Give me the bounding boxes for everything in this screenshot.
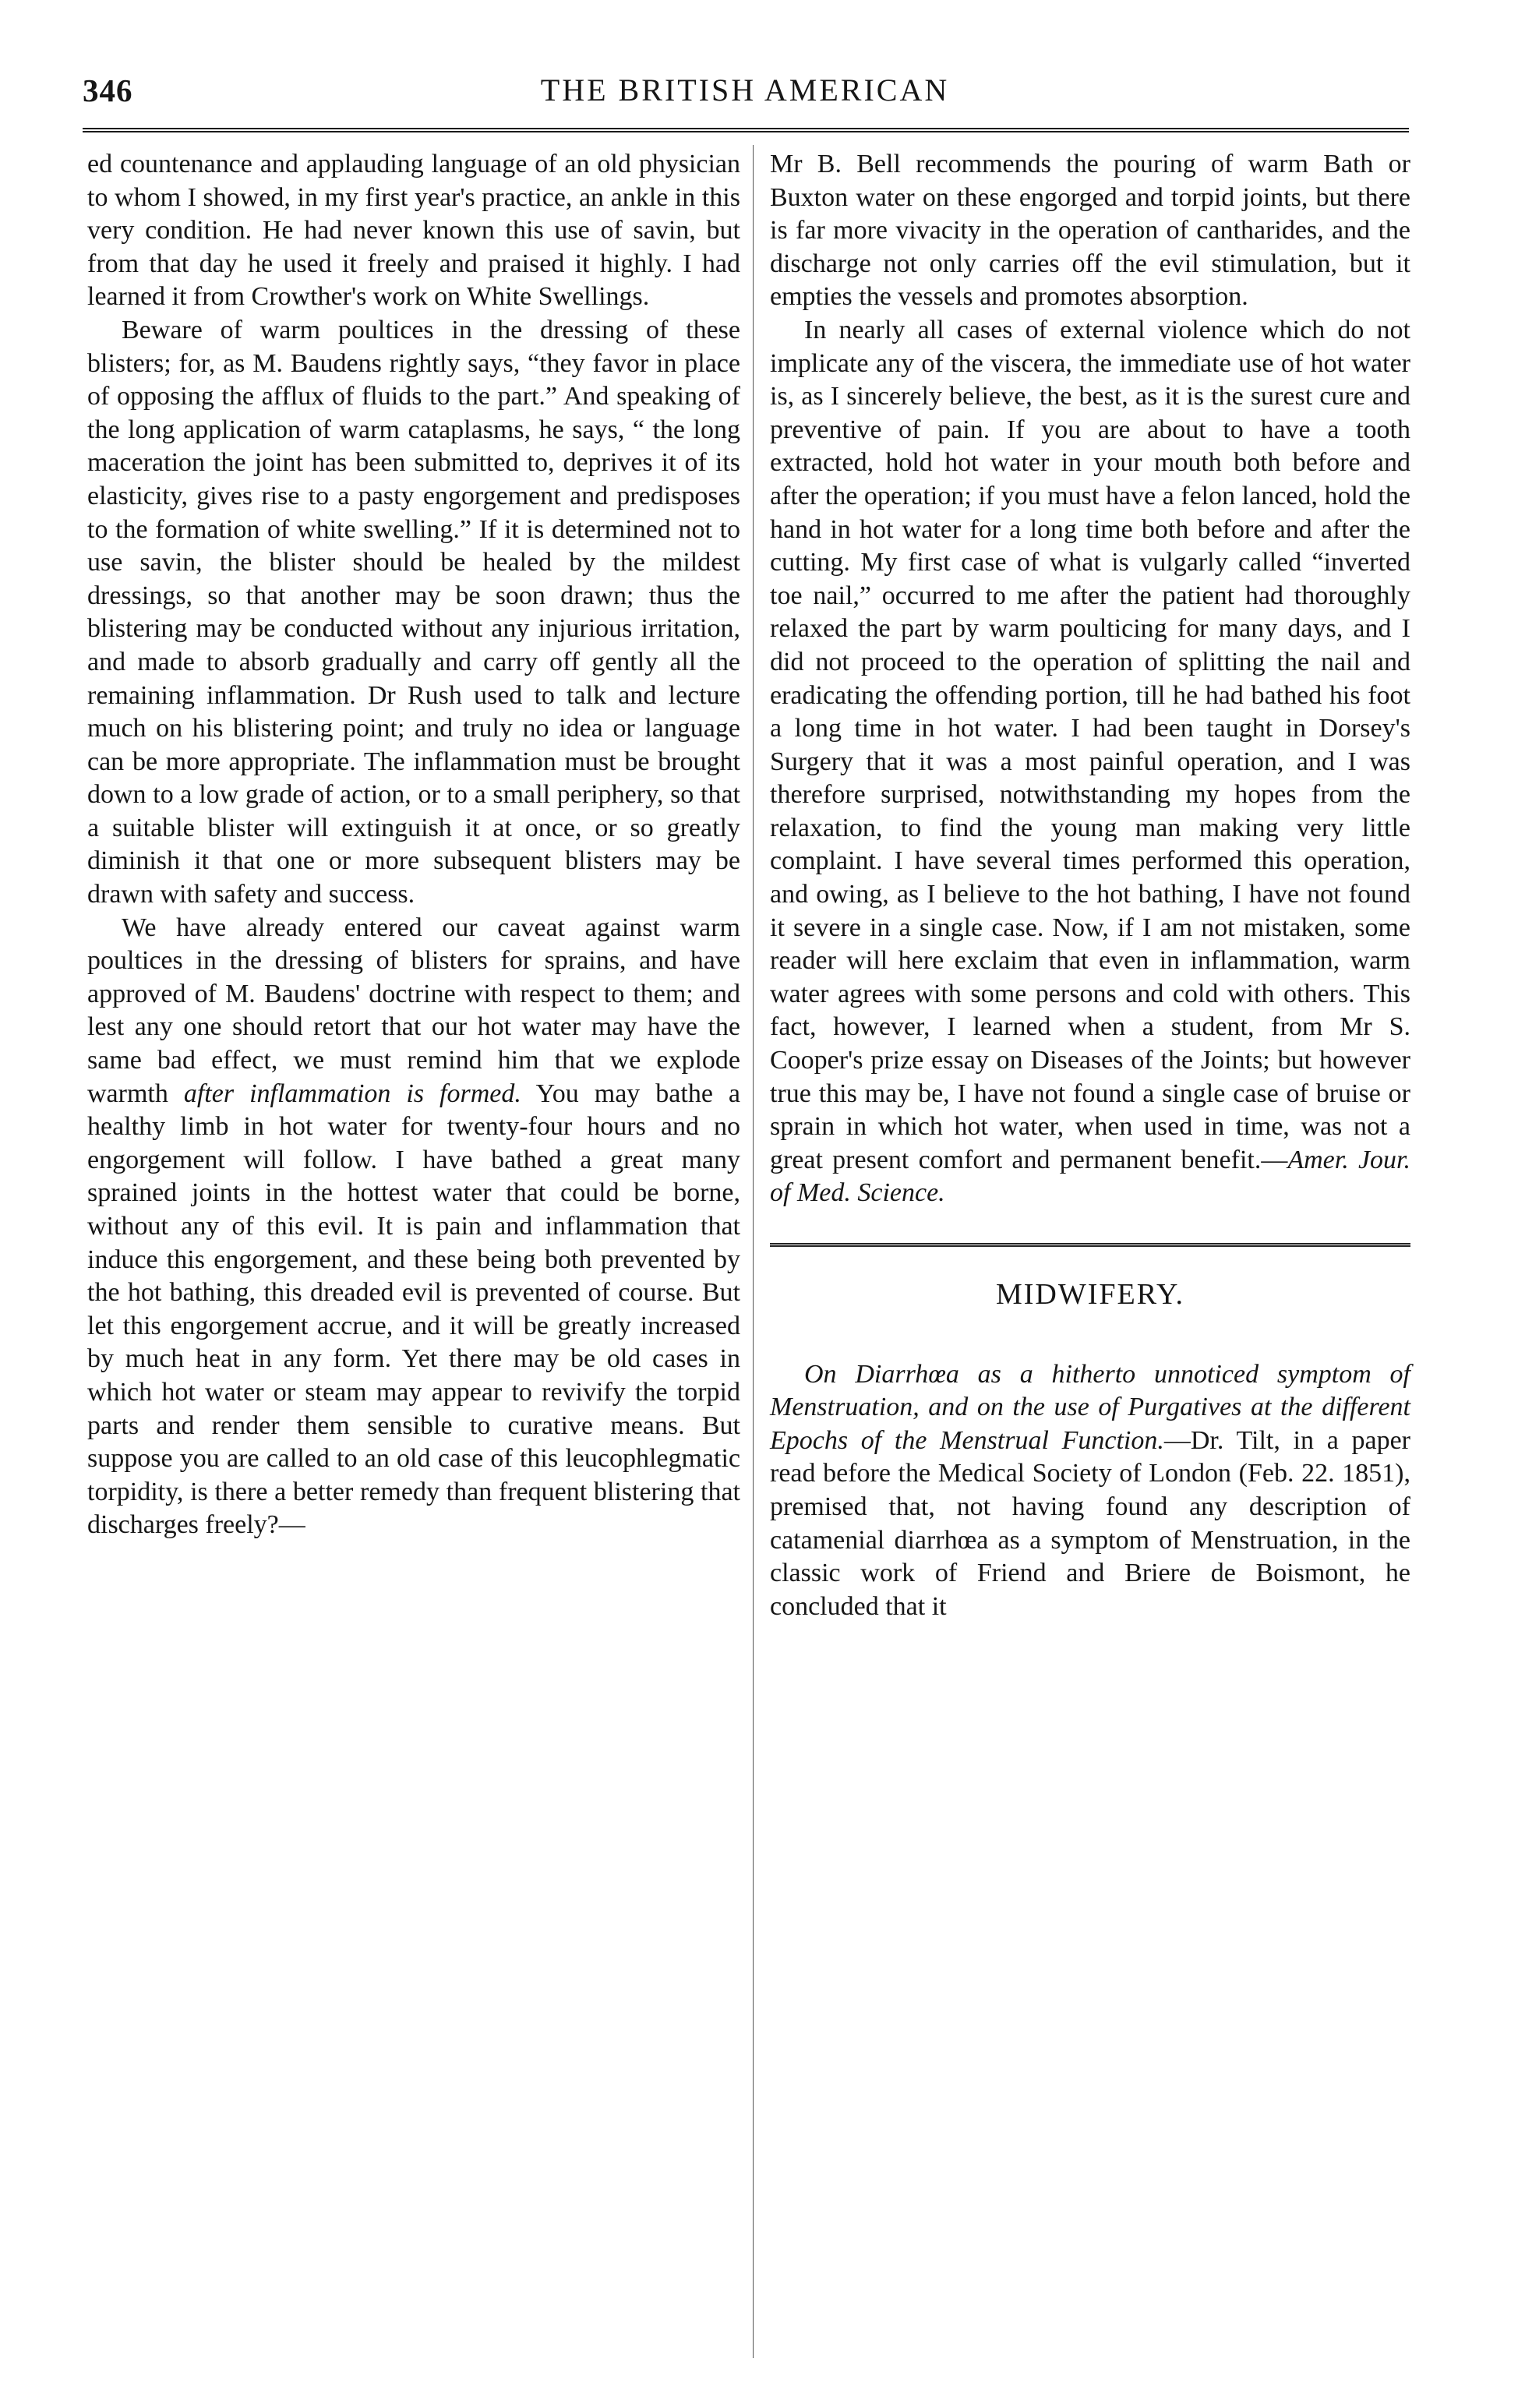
column-divider bbox=[753, 145, 754, 2358]
right-column bbox=[770, 148, 1410, 1623]
paragraph: Mr B. Bell recommends the pouring of warm Bath or Buxton water on these engorged and torpid joints, but there is far more vivacity in the operation of cantharides, and the discharge not only carries off the evil stimulation, but it empties the vessels and promotes absorption. bbox=[770, 150, 1410, 312]
article-title: On Diarrhœa as a hitherto unnoticed symptom of Menstruation, and on the use of Purgatives at the different Epochs of the Menstrual Function. bbox=[770, 1359, 1410, 1455]
paragraph: ed countenance and applauding language of an old physician to whom I showed, in my first year's practice, an ankle in this very condition. He had never known this use of savin, but from that day he used it freely and praised it highly. I had learned it from Crowther's work on White Swellings. bbox=[87, 150, 740, 312]
citation: Amer. Jour. of Med. Science. bbox=[770, 1145, 1410, 1208]
section-heading: MIDWIFERY. bbox=[995, 1278, 1185, 1311]
paragraph-text: You may bathe a healthy limb in hot water for twenty-four hours and no engorgement will follow. I have bathed a great many sprained joints in the hottest water that could be borne, without any of this evil. It is pain and inflammation that induce this engorgement, and these being both prevented by the hot bathing, this dreaded evil is prevented of course. But let this engorgement accrue, and it will be greatly increased by much heat in any form. Yet there may be old cases in which hot water or steam may appear to revivify the torpid parts and render them sensible to curative means. But suppose you are called to an old case of this leucophlegmatic torpidity, is there a better remedy than frequent blistering that discharges freely?— bbox=[87, 1079, 740, 1540]
emphasis-text: after inflammation is formed. bbox=[183, 1079, 521, 1108]
page-number: 346 bbox=[83, 72, 133, 108]
paragraph: Beware of warm poultices in the dressing of these blisters; for, as M. Baudens rightly says, “they favor in place of opposing the afflux of fluids to the part.” And speaking of the long application of warm cataplasms, he says, “ the long maceration the joint has been submitted to, deprives it of its elasticity, gives rise to a pasty engorgement and predisposes to the formation of white swelling.” If it is determined not to use savin, the blister should be healed by the mildest dressings, so that another may be soon drawn; thus the blistering may be conducted without any injurious irritation, and made to absorb gradually and carry off gently all the remaining inflammation. Dr Rush used to talk and lecture much on his blistering point; and truly no idea or language can be more appropriate. The inflammation must be brought down to a low grade of action, or to a small periphery, so that a suitable blister will extinguish it at once, or so greatly diminish it that one or more subsequent blisters may be drawn with safety and success. bbox=[87, 315, 740, 909]
paragraph bbox=[770, 1358, 1410, 1624]
page-header bbox=[83, 69, 1407, 123]
header-rule bbox=[83, 128, 1409, 132]
left-column bbox=[87, 148, 740, 1542]
section-rule bbox=[770, 1243, 1410, 1247]
paragraph-text: We have already entered our caveat against warm poultices in the dressing of blisters for sprains, and have approved of M. Baudens' doctrine with respect to them; and lest any one should retort that our hot water may have the same bad effect, we must remind him that we explode warmth bbox=[87, 913, 740, 1108]
paragraph-text: —Dr. Tilt, in a paper read before the Medical Society of London (Feb. 22. 1851), premised that, not having found any description of catamenial diarrhœa as a symptom of Menstruation, in the classic work of Friend and Briere de Boismont, he concluded that it bbox=[770, 1425, 1410, 1621]
running-title: THE BRITISH AMERICAN bbox=[540, 72, 950, 108]
paragraph-text: In nearly all cases of external violence which do not implicate any of the viscera, the immediate use of hot water is, as I sincerely believe, the best, as it is the surest cure and preventive of pain. If you are about to have a tooth extracted, hold hot water in your mouth both before and after the operation; if you must have a felon lanced, hold the hand in hot water for a long time both before and after the cutting. My first case of what is vulgarly called “inverted toe nail,” occurred to me after the patient had thoroughly relaxed the part by warm poulticing for many days, and I did not proceed to the operation of splitting the nail and eradicating the offending portion, till he had bathed his foot a long time in hot water. I had been taught in Dorsey's Surgery that it was a most painful operation, and I was therefore surprised, notwithstanding my hopes from the relaxation, to find the young man making very little complaint. I have several times performed this operation, and owing, as I believe to the hot bathing, I have not found it severe in a single case. Now, if I am not mistaken, some reader will here exclaim that even in inflammation, warm water agrees with some persons and cold with others. This fact, however, I learned when a student, from Mr S. Cooper's prize essay on Diseases of the Joints; but however true this may be, I have not found a single case of bruise or sprain in which hot water, when used in time, was not a great present comfort and permanent benefit.— bbox=[770, 315, 1410, 1174]
paragraph bbox=[87, 912, 740, 1542]
paragraph bbox=[770, 314, 1410, 1210]
